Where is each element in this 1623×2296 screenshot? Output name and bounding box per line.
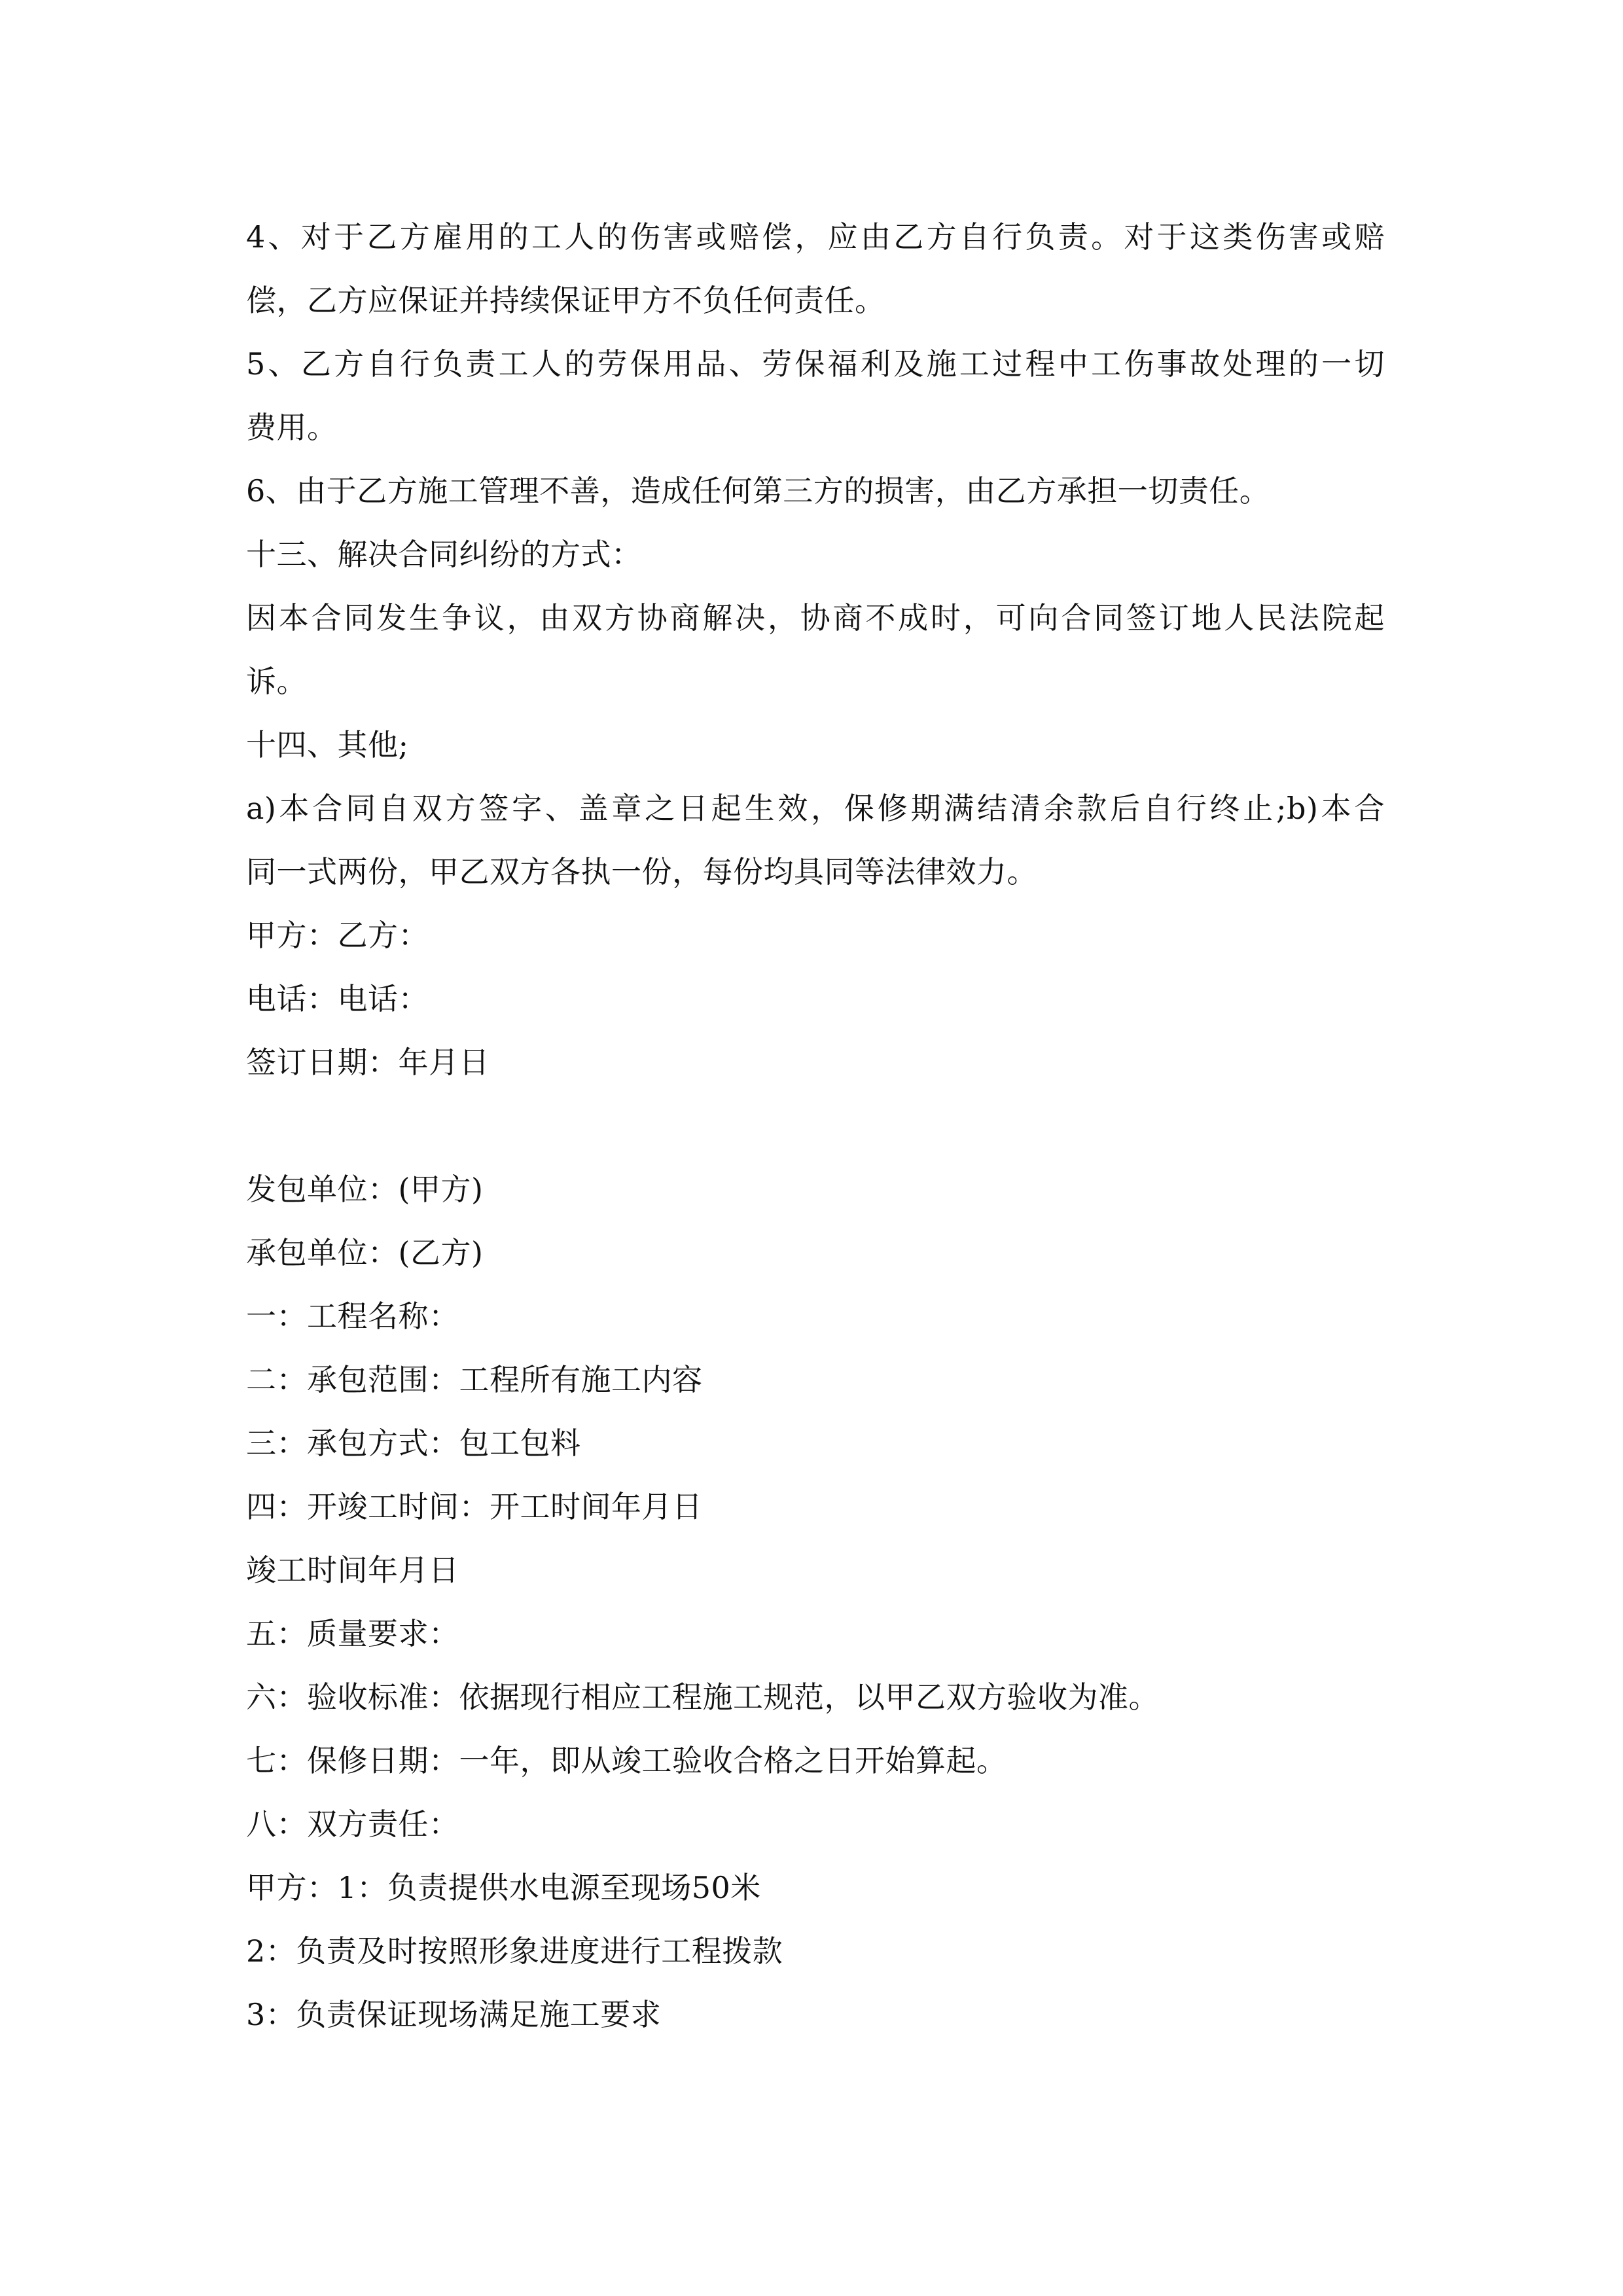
- quality-requirements: 五：质量要求：: [246, 1616, 459, 1651]
- clause-5-line-1: 5、乙方自行负责工人的劳保用品、劳保福利及施工过程中工伤事故处理的一切: [246, 346, 1385, 382]
- party-a-responsibility-3: 3：负责保证现场满足施工要求: [246, 1997, 662, 2032]
- start-completion-time: 四：开竣工时间：开工时间年月日: [246, 1489, 703, 1524]
- section-14-text-line-1: a)本合同自双方签字、盖章之日起生效，保修期满结清余款后自行终止;b)本合: [246, 791, 1385, 826]
- section-14-heading: 十四、其他;: [246, 727, 409, 762]
- contract-scope: 二：承包范围：工程所有施工内容: [246, 1362, 703, 1397]
- section-gap: [246, 1094, 1385, 1158]
- clause-5-line-2: 费用。: [246, 410, 338, 445]
- section-13-heading: 十三、解决合同纠纷的方式：: [246, 537, 642, 572]
- employer-unit: 发包单位：(甲方): [246, 1172, 484, 1207]
- clause-6: 6、由于乙方施工管理不善，造成任何第三方的损害，由乙方承担一切责任。: [246, 473, 1270, 509]
- document-body: [246, 206, 1385, 2047]
- section-14-text-line-2: 同一式两份，甲乙双方各执一份，每份均具同等法律效力。: [246, 854, 1037, 889]
- responsibilities-heading: 八：双方责任：: [246, 1806, 459, 1842]
- party-phones: 电话：电话：: [246, 981, 429, 1016]
- clause-4-line-2: 偿，乙方应保证并持续保证甲方不负任何责任。: [246, 283, 885, 318]
- party-signatures: 甲方：乙方：: [246, 918, 429, 953]
- section-13-text-line-2: 诉。: [246, 664, 307, 699]
- clause-4-line-1: 4、对于乙方雇用的工人的伤害或赔偿，应由乙方自行负责。对于这类伤害或赔: [246, 219, 1385, 255]
- section-13-text-line-1: 因本合同发生争议，由双方协商解决，协商不成时，可向合同签订地人民法院起: [246, 600, 1385, 636]
- contractor-unit: 承包单位：(乙方): [246, 1235, 484, 1270]
- acceptance-standard: 六：验收标准：依据现行相应工程施工规范，以甲乙双方验收为准。: [246, 1679, 1159, 1715]
- party-a-responsibility-1: 甲方：1：负责提供水电源至现场50米: [246, 1870, 761, 1905]
- project-name: 一：工程名称：: [246, 1299, 459, 1334]
- party-a-responsibility-2: 2：负责及时按照形象进度进行工程拨款: [246, 1933, 783, 1969]
- signing-date: 签订日期：年月日: [246, 1045, 490, 1080]
- contract-method: 三：承包方式：包工包料: [246, 1426, 581, 1461]
- completion-time: 竣工时间年月日: [246, 1552, 459, 1588]
- warranty-period: 七：保修日期：一年，即从竣工验收合格之日开始算起。: [246, 1743, 1007, 1778]
